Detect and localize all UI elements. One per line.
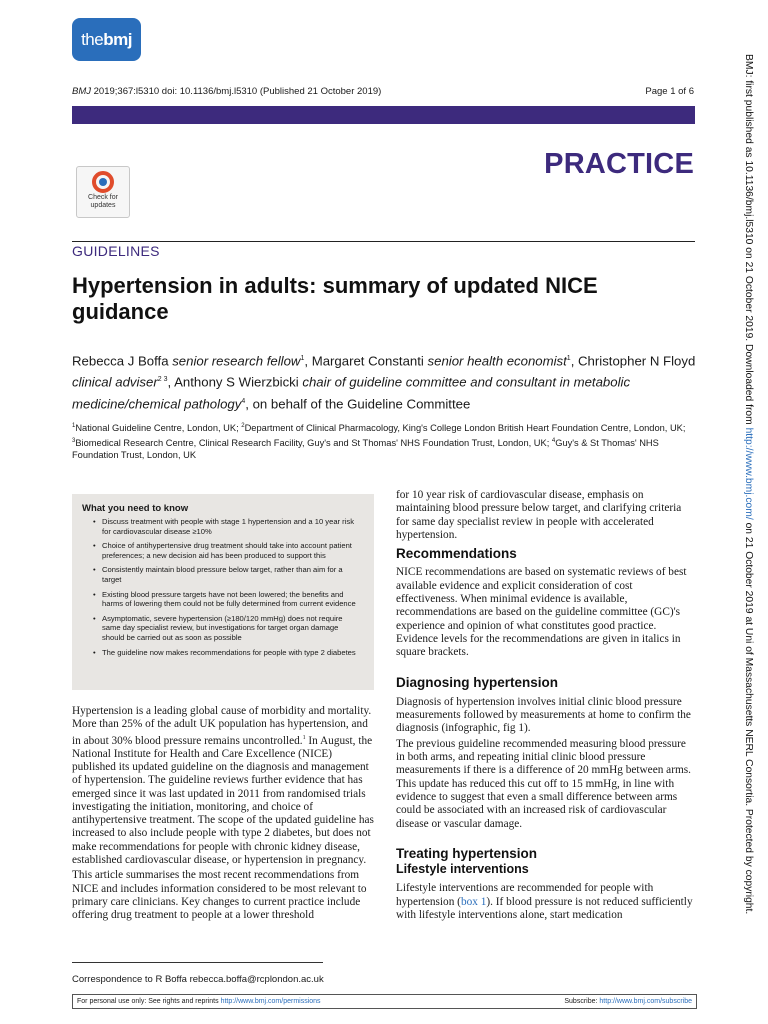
author-role: senior research fellow <box>172 353 301 369</box>
affil-sup: 3 <box>72 437 76 444</box>
sidebar-text-a: BMJ: first published as 10.1136/bmj.l5310 on 21 October 2019. Downloaded from <box>743 54 754 428</box>
author-separator: , <box>304 353 312 369</box>
page-footer <box>72 994 697 1009</box>
citation-journal: BMJ <box>72 86 91 97</box>
right-column <box>396 489 696 924</box>
logo-brand: bmj <box>103 29 132 49</box>
heading-lifestyle: Lifestyle interventions <box>396 862 529 877</box>
article-title: Hypertension in adults: summary of updated NICE guidance <box>72 273 598 324</box>
summary-paragraph: This article summarises the most recent recommendations from NICE and includes information considered to be most relevant to primary care clinicians. Key changes to current practice include offering drug treatment to people at a lower threshold <box>72 869 367 922</box>
author-name: Christopher N Floyd <box>578 353 696 369</box>
sidebar-notice <box>742 54 760 970</box>
affil-text: Biomedical Research Centre, Clinical Research Facility, Guy's and St Thomas' NHS Foundation Trust, London, UK; <box>75 437 552 448</box>
heading-treating: Treating hypertension <box>396 845 538 861</box>
author-list <box>72 349 700 413</box>
affil-text: National Guideline Centre, London, UK; <box>75 423 242 434</box>
page-number: Page 1 of 6 <box>645 86 694 97</box>
author-name: Rebecca J Boffa <box>72 353 173 369</box>
subscribe-link[interactable]: http://www.bmj.com/subscribe <box>599 998 692 1005</box>
permissions-link[interactable]: http://www.bmj.com/permissions <box>220 998 321 1005</box>
box-1-link[interactable]: box 1 <box>460 895 487 908</box>
key-point: • Discuss treatment with people with stage 1 hypertension and a 10 year risk for cardiovascular disease ≥10% <box>102 517 358 536</box>
affil-text: Guy's & St Thomas' NHS Foundation Trust, London, UK <box>72 437 659 461</box>
author-role: chair of guideline committee and consultant in metabolic medicine/chemical pathology <box>72 374 631 412</box>
affil-sup: 2 <box>241 423 245 429</box>
key-point: • Choice of antihypertensive drug treatment should take into account patient preferences; a new decision aid has been produced to support this <box>102 541 358 560</box>
authors-tail: , on behalf of the Guideline Committee <box>245 396 471 412</box>
lifestyle-text-a: Lifestyle interventions are recommended for people with hypertension ( <box>396 882 654 908</box>
author-separator: , <box>570 353 579 369</box>
author-affil-sup: 4 <box>241 397 246 405</box>
key-point: • The guideline now makes recommendations for people with type 2 diabetes <box>102 648 358 658</box>
author-role: clinical adviser <box>72 374 158 390</box>
key-point: • Existing blood pressure targets have not been lowered; the benefits and harms of lowering them could not be fully determined from current evidence <box>102 590 358 609</box>
category-rule <box>72 241 695 242</box>
footer-subscribe <box>564 995 692 1008</box>
key-points-box <box>72 494 374 690</box>
author-affil-sup: 1 <box>566 355 571 362</box>
key-point: • Asymptomatic, severe hypertension (≥180/120 mmHg) does not require same day specialist review, but investigations for target organ damage should be carried out as soon as possible <box>102 614 358 643</box>
check-updates-line1: Check for <box>88 194 118 201</box>
check-for-updates-badge[interactable] <box>76 166 130 218</box>
intro-paragraph <box>72 705 374 867</box>
sidebar-text-b: on 21 October 2019 at Uni of Massachusetts NERL Consortia. Protected by copyright. <box>743 519 754 915</box>
continued-paragraph: for 10 year risk of cardiovascular disease, emphasis on maintaining blood pressure below target, and clarifying criteria for same day specialist review in people with accelerated hypertension. <box>396 489 682 541</box>
lifestyle-text-b: ). If blood pressure is not reduced sufficiently with lifestyle interventions alone, start medication <box>396 895 693 922</box>
header-bar <box>72 106 695 124</box>
intro-text-a: Hypertension is a leading global cause of morbidity and mortality. More than 25% of the adult UK population has hypertension, and in about 30% blood pressure remains uncontrolled. <box>72 705 372 747</box>
recommendations-paragraph: NICE recommendations are based on systematic reviews of best available evidence and explicit consideration of cost effectiveness. When minimal evidence is available, recommendations are based on the guideline committee (GC)'s experience and opinion of what constitutes good practice. Evidence levels for the recommendations are given in italics in square brackets. <box>396 566 687 659</box>
diagnosing-paragraph-1: Diagnosis of hypertension involves initial clinic blood pressure measurements followed by measurements at home to confirm the diagnosis (infographic, fig 1). <box>396 695 691 735</box>
key-points-list <box>72 517 374 662</box>
logo-prefix: the <box>81 29 104 49</box>
sidebar-text <box>743 54 754 914</box>
check-updates-line2: updates <box>90 202 116 209</box>
footer-rights-text: For personal use only: See rights and reprints <box>77 998 221 1005</box>
heading-diagnosing: Diagnosing hypertension <box>396 674 559 690</box>
author-separator: , <box>167 374 175 390</box>
diagnosing-paragraph-2: The previous guideline recommended measuring blood pressure in both arms, and repeating initial clinic blood pressure measurements if there is a difference of 20 mmHg between arms. This update has reduced this cut off to 15 mmHg, in line with evidence to suggest that even a small difference between arms could be associated with an increased risk of cardiovascular disease or vascular damage. <box>396 737 691 830</box>
lifestyle-paragraph <box>396 882 696 922</box>
author-affil-sup: 2 3 <box>157 376 168 384</box>
intro-text-b: In August, the National Institute for Health and Care Excellence (NICE) published its updated guideline on the diagnosis and management of hypertension. The guideline reviews further evidence that has emerged since it was last updated in 2011 from randomised trials investigating the initiation, monitoring, and choice of antihypertensive treatment. The scope of the updated guideline has increased to also include people with type 2 diabetes, but does not make recommendations for people with chronic kidney disease, established cardiovascular disease, or hypertension in pregnancy. <box>72 734 374 867</box>
citation-details: 2019;367:l5310 doi: 10.1136/bmj.l5310 (Published 21 October 2019) <box>91 86 382 97</box>
affil-sup: 1 <box>72 423 76 429</box>
footer-rights <box>77 995 321 1008</box>
heading-recommendations: Recommendations <box>396 546 517 562</box>
author-affil-sup: 1 <box>300 355 305 362</box>
author-name: Margaret Constanti <box>311 353 428 369</box>
box-title: What you need to know <box>82 503 189 514</box>
left-column <box>72 705 374 925</box>
author-name: Anthony S Wierzbicki <box>174 374 303 390</box>
author-role: senior health economist <box>427 353 567 369</box>
correspondence: Correspondence to R Boffa rebecca.boffa@rcplondon.ac.uk <box>72 974 324 985</box>
affil-sup: 4 <box>551 437 556 444</box>
affil-text: Department of Clinical Pharmacology, King's College London British Heart Foundation Centre, London, UK; <box>244 423 686 434</box>
article-category: GUIDELINES <box>72 243 160 259</box>
reference-sup[interactable]: 1 <box>302 734 306 741</box>
footer-subscribe-text: Subscribe: <box>564 998 600 1005</box>
key-point: • Consistently maintain blood pressure below target, rather than aim for a target <box>102 565 358 584</box>
section-title: PRACTICE <box>544 148 694 180</box>
footnote-rule <box>72 962 323 963</box>
citation-line <box>72 86 381 97</box>
affiliations <box>72 420 700 462</box>
bmj-logo[interactable] <box>72 18 141 61</box>
crossmark-icon <box>92 171 114 193</box>
bmj-site-link[interactable]: http://www.bmj.com/ <box>743 427 754 520</box>
